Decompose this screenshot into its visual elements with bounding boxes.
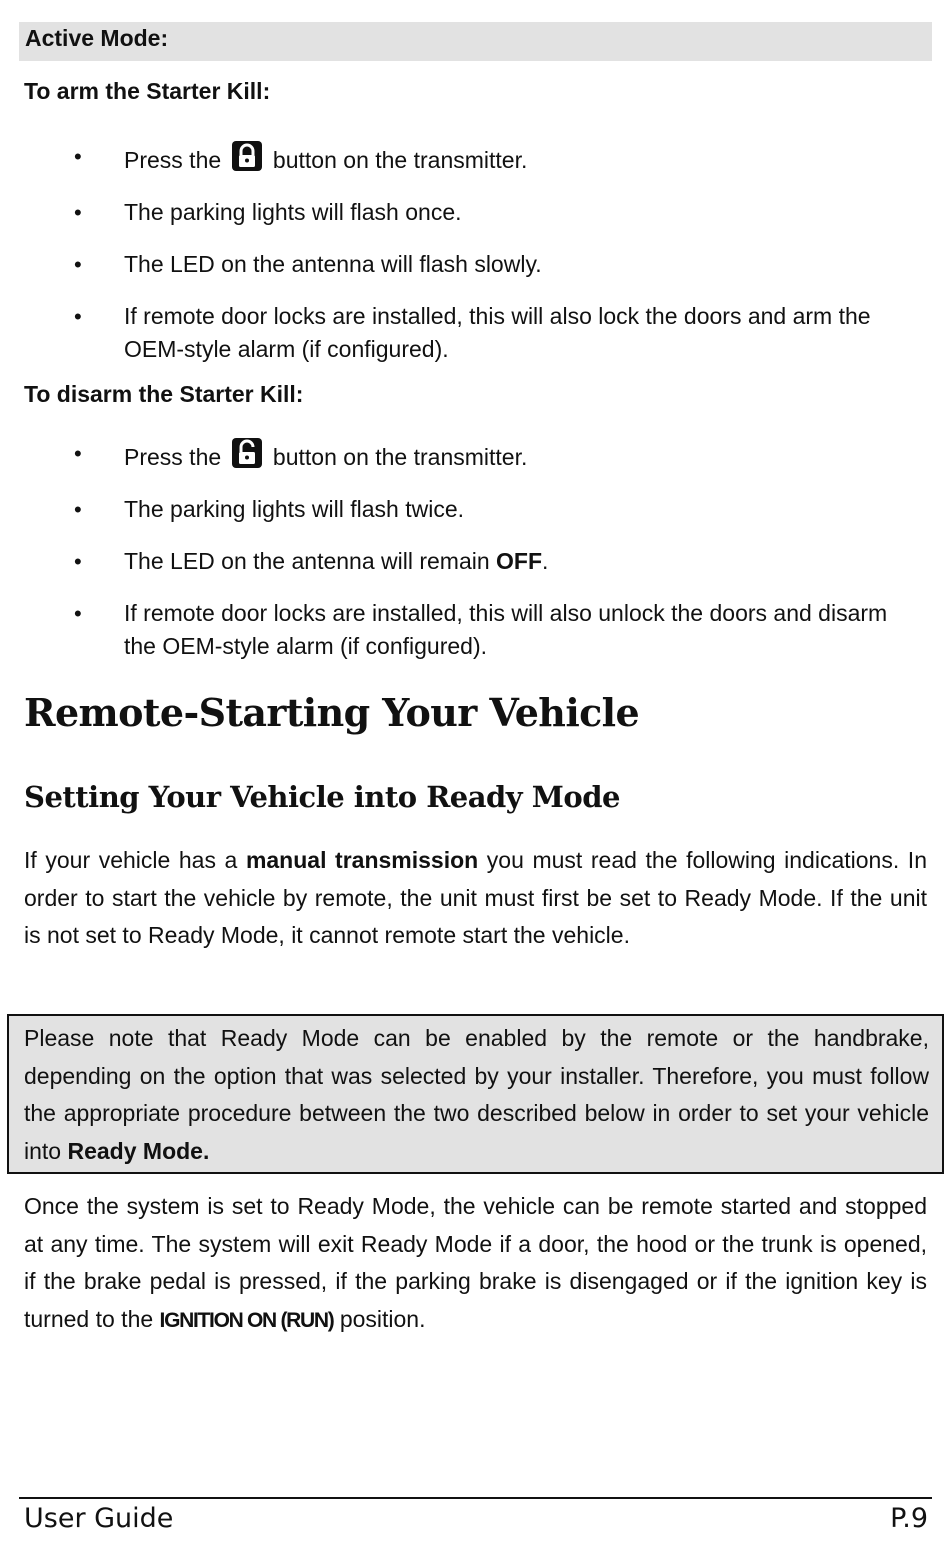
- outro-paragraph: Once the system is set to Ready Mode, the vehicle can be remote started and stopped at any time. The system will exit Ready Mode if a door, the hood or the trunk is opened, if the brake pedal is pressed, if the parking brake is disengaged or if the ignition key is turned to the IGNITION ON (RUN) position.: [24, 1193, 927, 1332]
- list-item: • The parking lights will flash twice.: [0, 493, 914, 526]
- page-number: P.9: [890, 1503, 928, 1534]
- manual-transmission-emphasis: manual transmission: [245, 847, 479, 873]
- subsection-title: Setting Your Vehicle into Ready Mode: [24, 780, 620, 814]
- ignition-on-run-emphasis: IGNITION ON (RUN): [159, 1308, 334, 1332]
- off-emphasis: OFF: [496, 548, 543, 574]
- active-mode-heading-band: [19, 22, 932, 61]
- list-item: • If remote door locks are installed, this will also lock the doors and arm the OEM-style alarm (if configured).: [0, 300, 914, 366]
- footer-title: User Guide: [24, 1503, 174, 1534]
- active-mode-heading: Active Mode:: [25, 25, 169, 51]
- list-item: • If remote door locks are installed, this will also unlock the doors and disarm the OEM-style alarm (if configured).: [0, 597, 914, 663]
- list-item: • The parking lights will flash once.: [0, 196, 914, 229]
- list-item: • The LED on the antenna will remain OFF.: [0, 545, 914, 578]
- ready-mode-emphasis: Ready Mode.: [67, 1137, 210, 1164]
- note-paragraph: Please note that Ready Mode can be enabled by the remote or the handbrake, depending on the option that was selected by your installer. Therefore, you must follow the appropriate procedure between the two described below in order to set your vehicle into Ready Mode.: [24, 1025, 929, 1164]
- list-item: • The LED on the antenna will flash slowly.: [0, 248, 914, 281]
- list-item: • Press the button on the transmitter.: [0, 140, 914, 177]
- note-box: [7, 1014, 944, 1174]
- arm-list: [0, 140, 950, 366]
- disarm-heading: To disarm the Starter Kill:: [24, 381, 304, 407]
- lock-closed-icon: [231, 140, 263, 172]
- section-title: Remote-Starting Your Vehicle: [24, 690, 640, 735]
- list-item: • Press the button on the transmitter.: [0, 437, 914, 474]
- arm-heading: To arm the Starter Kill:: [24, 78, 271, 104]
- footer-rule: [19, 1497, 932, 1499]
- intro-paragraph: If your vehicle has a manual transmission you must read the following indications. In order to start the vehicle by remote, the unit must first be set to Ready Mode. If the unit is not set to Ready Mode, it cannot remote start the vehicle.: [24, 847, 927, 948]
- lock-open-icon: [231, 437, 263, 469]
- disarm-list: [0, 437, 950, 663]
